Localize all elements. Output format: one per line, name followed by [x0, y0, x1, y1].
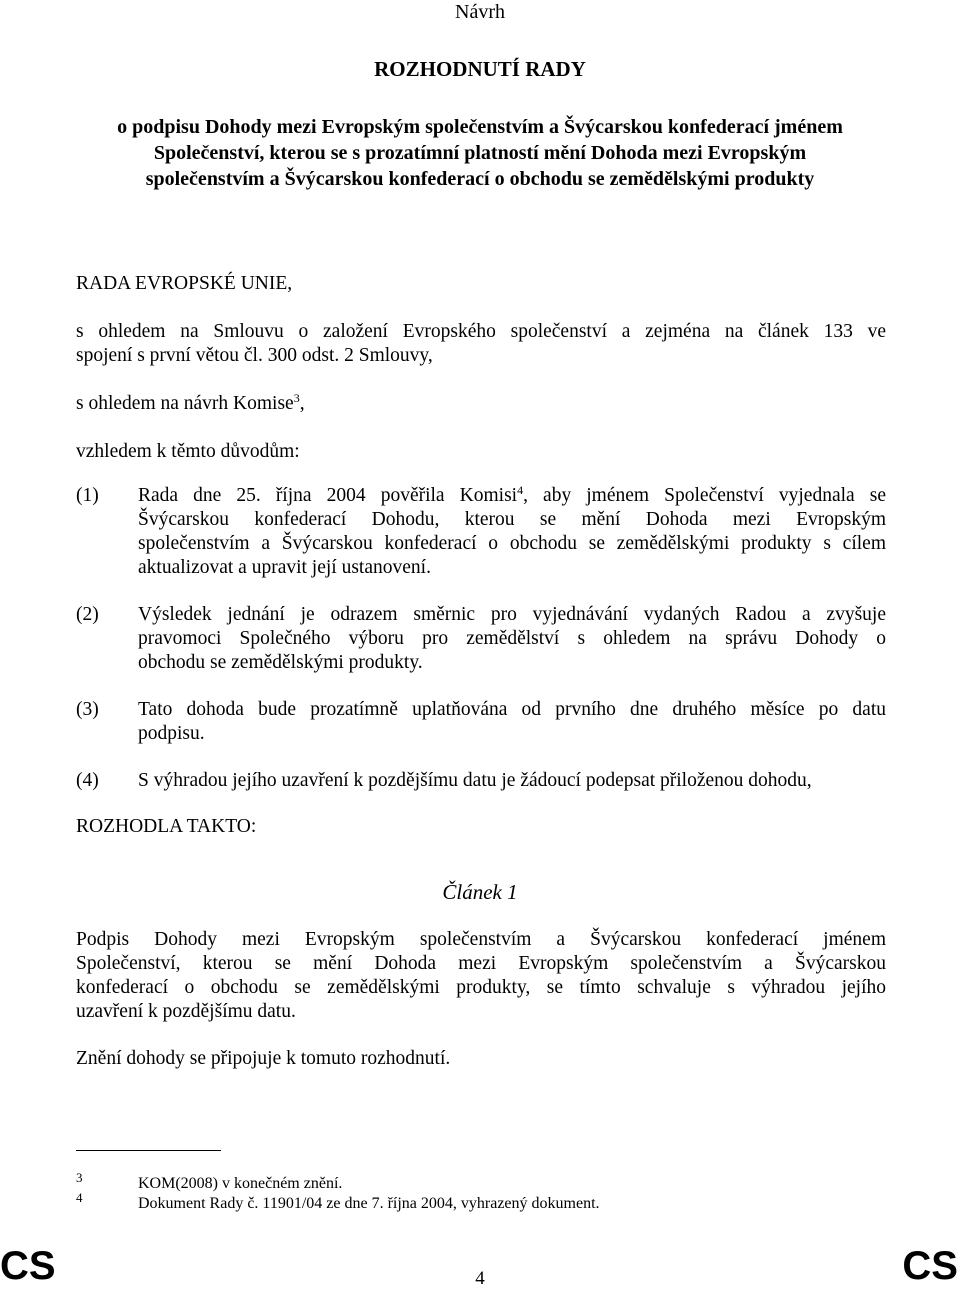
article-line: Podpis Dohody mezi Evropským společenstvím a Švýcarskou konfederací jménem — [76, 929, 886, 950]
page-number: 4 — [475, 1268, 485, 1289]
recital-number: (2) — [76, 604, 99, 625]
recital-line: podpisu. — [138, 723, 205, 744]
recital-line: aktualizovat a upravit její ustanovení. — [138, 557, 431, 578]
footnote-text: Dokument Rady č. 11901/04 ze dne 7. října 2004, vyhrazený dokument. — [138, 1195, 600, 1212]
article-paragraph-2: Znění dohody se připojuje k tomuto rozhodnutí. — [76, 1048, 451, 1069]
footnote-text: KOM(2008) v konečném znění. — [138, 1175, 343, 1192]
document-title: ROZHODNUTÍ RADY — [374, 57, 586, 81]
council-heading: RADA EVROPSKÉ UNIE, — [76, 273, 293, 294]
footnote-ref-3[interactable]: 3 — [293, 391, 300, 405]
citation-treaty-line: s ohledem na Smlouvu o založení Evropského společenství a zejména na článek 133 ve — [76, 321, 886, 342]
recital-number: (1) — [76, 485, 99, 506]
subtitle-line: Společenství, kterou se s prozatímní platností mění Dohoda mezi Evropským — [153, 142, 807, 164]
language-code-right: CS — [902, 1244, 958, 1288]
document-subtitle — [80, 114, 880, 192]
recital-line: Tato dohoda bude prozatímně uplatňována od prvního dne druhého měsíce po datu — [138, 699, 886, 720]
draft-label: Návrh — [455, 1, 505, 23]
recital-line: S výhradou jejího uzavření k pozdějšímu datu je žádoucí podepsat přiloženou dohodu, — [138, 770, 812, 791]
subtitle-line: společenstvím a Švýcarskou konfederací o obchodu se zemědělskými produkty — [145, 168, 815, 190]
footnote-number: 4 — [76, 1190, 83, 1205]
recital-line: obchodu se zemědělskými produkty. — [138, 652, 423, 673]
recital-1 — [138, 484, 886, 580]
footnote-separator — [76, 1150, 221, 1151]
citation-treaty-line: spojení s první větou čl. 300 odst. 2 Smlouvy, — [76, 345, 433, 366]
decision-label: ROZHODLA TAKTO: — [76, 816, 257, 837]
subtitle-line: o podpisu Dohody mezi Evropským společenstvím a Švýcarskou konfederací jménem — [117, 116, 843, 138]
recital-line: Švýcarskou konfederací Dohodu, kterou se mění Dohoda mezi Evropským — [138, 509, 886, 530]
article-paragraph-1 — [76, 928, 886, 1024]
recital-line: Výsledek jednání je odrazem směrnic pro vyjednávání vydaných Radou a zvyšuje — [138, 604, 886, 625]
citation-treaty — [76, 320, 886, 368]
footnote-ref-4[interactable]: 4 — [517, 483, 524, 497]
recital-number: (3) — [76, 699, 99, 720]
recital-2 — [138, 603, 886, 675]
recital-text: Rada dne 25. října 2004 pověřila Komisi — [138, 485, 518, 506]
citation-proposal — [76, 392, 886, 416]
recital-line: pravomoci Společného výboru pro zemědělství s ohledem na správu Dohody o — [138, 628, 886, 649]
citation-proposal-end: , — [299, 393, 305, 414]
citation-proposal-text: s ohledem na návrh Komise — [76, 393, 294, 414]
recital-text: , aby jménem Společenství vyjednala se — [523, 485, 886, 506]
article-line: konfederací o obchodu se zemědělskými produkty, se tímto schvaluje s výhradou jejího — [76, 977, 886, 998]
recital-4 — [138, 769, 886, 793]
recital-3 — [138, 698, 886, 746]
article-line: uzavření k pozdějšímu datu. — [76, 1001, 296, 1022]
whereas-heading: vzhledem k těmto důvodům: — [76, 441, 300, 462]
article-title: Článek 1 — [442, 880, 518, 904]
recital-number: (4) — [76, 770, 99, 791]
recital-line — [138, 484, 886, 508]
article-line: Společenství, kterou se mění Dohoda mezi Evropským společenstvím a Švýcarskou — [76, 953, 886, 974]
language-code-left: CS — [0, 1244, 56, 1288]
footnote-number: 3 — [76, 1170, 83, 1185]
recital-line: společenstvím a Švýcarskou konfederací o obchodu se zemědělskými produkty s cílem — [138, 533, 886, 554]
